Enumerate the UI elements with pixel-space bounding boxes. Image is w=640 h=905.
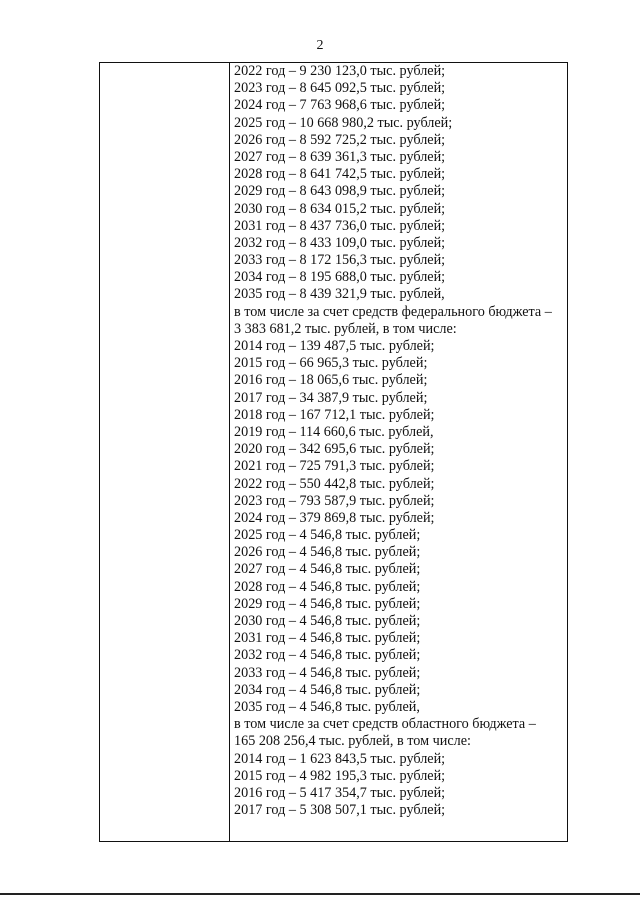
text-line: 2024 год – 379 869,8 тыс. рублей; — [234, 509, 435, 526]
funding-table — [99, 62, 568, 842]
funding-text-cell — [234, 63, 563, 819]
text-line: 2034 год – 8 195 688,0 тыс. рублей; — [234, 269, 446, 286]
text-line: 3 383 681,2 тыс. рублей, в том числе: — [234, 320, 457, 337]
text-line: 2016 год – 18 065,6 тыс. рублей; — [234, 372, 428, 389]
text-line: 2027 год – 8 639 361,3 тыс. рублей; — [234, 148, 446, 165]
text-line: 2017 год – 5 308 507,1 тыс. рублей; — [234, 802, 446, 819]
text-line: 2022 год – 9 230 123,0 тыс. рублей; — [234, 63, 446, 79]
text-line: 2014 год – 139 487,5 тыс. рублей; — [234, 338, 435, 355]
table-left-cell — [100, 63, 229, 841]
text-line: 2031 год – 8 437 736,0 тыс. рублей; — [234, 217, 446, 234]
page-number: 2 — [316, 38, 324, 53]
text-line: 2015 год – 66 965,3 тыс. рублей; — [234, 355, 428, 372]
text-line: 165 208 256,4 тыс. рублей, в том числе: — [234, 733, 471, 750]
text-line: 2023 год – 793 587,9 тыс. рублей; — [234, 492, 435, 509]
text-line: 2028 год – 8 641 742,5 тыс. рублей; — [234, 166, 446, 183]
text-line: 2033 год – 4 546,8 тыс. рублей; — [234, 664, 421, 681]
text-line: 2021 год – 725 791,3 тыс. рублей; — [234, 458, 435, 475]
text-line: 2026 год – 8 592 725,2 тыс. рублей; — [234, 131, 446, 148]
text-line: 2019 год – 114 660,6 тыс. рублей, — [234, 423, 434, 440]
text-line: в том числе за счет средств федерального бюджета – — [234, 303, 552, 320]
text-line: 2031 год – 4 546,8 тыс. рублей; — [234, 630, 421, 647]
text-line: 2014 год – 1 623 843,5 тыс. рублей; — [234, 750, 446, 767]
text-line: 2022 год – 550 442,8 тыс. рублей; — [234, 475, 435, 492]
text-line: 2030 год – 8 634 015,2 тыс. рублей; — [234, 200, 446, 217]
text-line: в том числе за счет средств областного бюджета – — [234, 716, 536, 733]
text-line: 2035 год – 8 439 321,9 тыс. рублей, — [234, 286, 445, 303]
text-line: 2028 год – 4 546,8 тыс. рублей; — [234, 578, 421, 595]
text-line: 2029 год – 4 546,8 тыс. рублей; — [234, 595, 421, 612]
text-line: 2023 год – 8 645 092,5 тыс. рублей; — [234, 80, 446, 97]
text-line: 2035 год – 4 546,8 тыс. рублей, — [234, 698, 420, 715]
text-line: 2024 год – 7 763 968,6 тыс. рублей; — [234, 97, 446, 114]
text-line: 2027 год – 4 546,8 тыс. рублей; — [234, 561, 421, 578]
text-line: 2015 год – 4 982 195,3 тыс. рублей; — [234, 767, 446, 784]
text-line: 2032 год – 8 433 109,0 тыс. рублей; — [234, 234, 446, 251]
text-line: 2018 год – 167 712,1 тыс. рублей; — [234, 406, 435, 423]
text-line: 2025 год – 10 668 980,2 тыс. рублей; — [234, 114, 453, 131]
text-line: 2016 год – 5 417 354,7 тыс. рублей; — [234, 784, 446, 801]
text-line: 2029 год – 8 643 098,9 тыс. рублей; — [234, 183, 446, 200]
page-bottom-rule — [0, 893, 640, 895]
text-line: 2030 год – 4 546,8 тыс. рублей; — [234, 613, 421, 630]
text-line: 2033 год – 8 172 156,3 тыс. рублей; — [234, 252, 446, 269]
text-line: 2026 год – 4 546,8 тыс. рублей; — [234, 544, 421, 561]
column-divider — [229, 63, 230, 841]
text-line: 2025 год – 4 546,8 тыс. рублей; — [234, 527, 421, 544]
text-line: 2017 год – 34 387,9 тыс. рублей; — [234, 389, 428, 406]
text-line: 2032 год – 4 546,8 тыс. рублей; — [234, 647, 421, 664]
text-line: 2034 год – 4 546,8 тыс. рублей; — [234, 681, 421, 698]
text-line: 2020 год – 342 695,6 тыс. рублей; — [234, 441, 435, 458]
